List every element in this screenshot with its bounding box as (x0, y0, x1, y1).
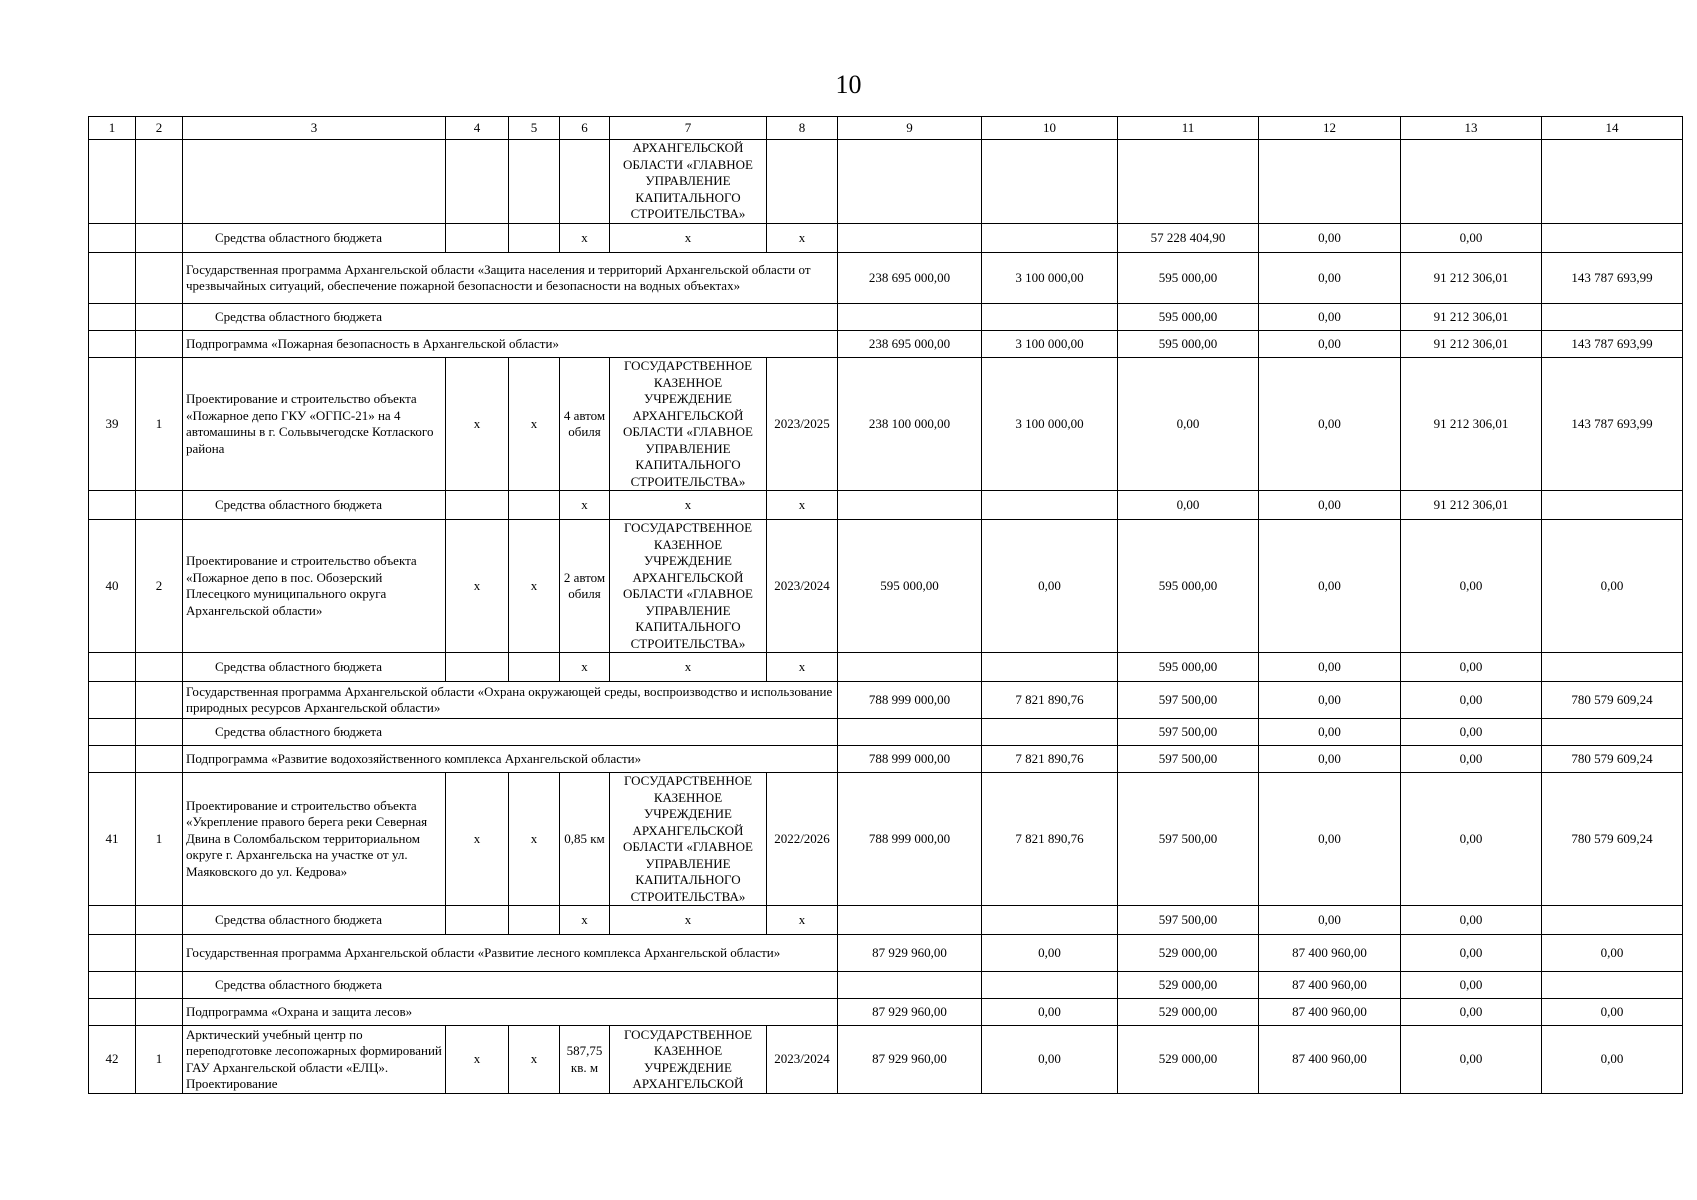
column-number: 3 (183, 117, 446, 140)
funds-row (89, 972, 1683, 999)
amount-cell: 0,00 (1259, 719, 1401, 746)
empty-cell (89, 935, 136, 972)
program-row (89, 253, 1683, 304)
marker-cell: х (560, 906, 610, 935)
amount-cell: 0,00 (1542, 999, 1683, 1026)
amount-cell (982, 224, 1118, 253)
empty-cell (767, 140, 838, 224)
empty-cell (1118, 140, 1259, 224)
amount-cell: 0,00 (1259, 682, 1401, 719)
empty-cell (136, 253, 183, 304)
amount-cell: 0,00 (1401, 719, 1542, 746)
amount-cell: 0,00 (1401, 224, 1542, 253)
amount-cell: 529 000,00 (1118, 972, 1259, 999)
amount-cell: 597 500,00 (1118, 746, 1259, 773)
empty-cell (136, 935, 183, 972)
amount-cell: 238 695 000,00 (838, 331, 982, 358)
marker-cell: х (560, 224, 610, 253)
amount-cell: 3 100 000,00 (982, 253, 1118, 304)
amount-cell (982, 719, 1118, 746)
amount-cell: 87 400 960,00 (1259, 972, 1401, 999)
amount-cell: 788 999 000,00 (838, 682, 982, 719)
column-number: 10 (982, 117, 1118, 140)
amount-cell: 0,00 (1542, 935, 1683, 972)
amount-cell: 0,00 (1401, 682, 1542, 719)
amount-cell: 3 100 000,00 (982, 358, 1118, 491)
empty-cell (136, 224, 183, 253)
amount-cell (838, 304, 982, 331)
column-number: 7 (610, 117, 767, 140)
amount-cell: 595 000,00 (1118, 331, 1259, 358)
amount-cell: 91 212 306,01 (1401, 304, 1542, 331)
amount-cell: 7 821 890,76 (982, 746, 1118, 773)
amount-cell (982, 491, 1118, 520)
empty-cell (136, 906, 183, 935)
project-name: Арктический учебный центр по переподготовке лесопожарных формирований ГАУ Архангельской области «ЕЛЦ». Проектирование (183, 1026, 446, 1094)
marker-cell: х (446, 520, 509, 653)
column-number: 6 (560, 117, 610, 140)
row-number: 41 (89, 773, 136, 906)
continuation-row (89, 140, 1683, 224)
amount-cell: 780 579 609,24 (1542, 746, 1683, 773)
row-number: 39 (89, 358, 136, 491)
empty-cell (838, 140, 982, 224)
empty-cell (509, 653, 560, 682)
program-title: Подпрограмма «Пожарная безопасность в Архангельской области» (183, 331, 838, 358)
amount-cell (1542, 906, 1683, 935)
amount-cell: 597 500,00 (1118, 906, 1259, 935)
empty-cell (1259, 140, 1401, 224)
program-title: Государственная программа Архангельской области «Развитие лесного комплекса Архангельской области» (183, 935, 838, 972)
empty-cell (509, 491, 560, 520)
empty-cell (89, 491, 136, 520)
empty-cell (446, 491, 509, 520)
funds-label: Средства областного бюджета (183, 972, 838, 999)
program-row (89, 999, 1683, 1026)
amount-cell (1542, 491, 1683, 520)
amount-cell (1542, 224, 1683, 253)
project-name: Проектирование и строительство объекта «Пожарное депо в пос. Обозерский Плесецкого муниципального округа Архангельской области» (183, 520, 446, 653)
amount-cell: 91 212 306,01 (1401, 331, 1542, 358)
program-title: Государственная программа Архангельской области «Защита населения и территорий Архангельской области от чрезвычайных ситуаций, обеспечение пожарной безопасности и безопасности на водных объектах» (183, 253, 838, 304)
project-name: Проектирование и строительство объекта «Пожарное депо ГКУ «ОГПС-21» на 4 автомашины в г. Сольвычегодске Котлаского района (183, 358, 446, 491)
amount-cell: 0,00 (1401, 935, 1542, 972)
empty-cell (89, 331, 136, 358)
amount-cell: 595 000,00 (1118, 653, 1259, 682)
empty-cell (89, 906, 136, 935)
amount-cell: 0,00 (1401, 906, 1542, 935)
funds-row (89, 304, 1683, 331)
empty-cell (136, 331, 183, 358)
amount-cell: 91 212 306,01 (1401, 253, 1542, 304)
empty-cell (136, 653, 183, 682)
funds-label: Средства областного бюджета (183, 224, 446, 253)
amount-cell: 597 500,00 (1118, 682, 1259, 719)
amount-cell: 0,00 (1259, 331, 1401, 358)
amount-cell: 0,00 (1259, 491, 1401, 520)
empty-cell (1401, 140, 1542, 224)
funds-label: Средства областного бюджета (183, 906, 446, 935)
amount-cell: 597 500,00 (1118, 719, 1259, 746)
funds-row (89, 224, 1683, 253)
amount-cell: 91 212 306,01 (1401, 491, 1542, 520)
amount-cell (838, 491, 982, 520)
executor-cell: АРХАНГЕЛЬСКОЙ ОБЛАСТИ «ГЛАВНОЕ УПРАВЛЕНИЕ КАПИТАЛЬНОГО СТРОИТЕЛЬСТВА» (610, 140, 767, 224)
amount-cell: 780 579 609,24 (1542, 773, 1683, 906)
period-cell: 2023/2025 (767, 358, 838, 491)
amount-cell (982, 304, 1118, 331)
row-subnumber: 1 (136, 1026, 183, 1094)
marker-cell: х (767, 906, 838, 935)
amount-cell: 0,00 (1401, 972, 1542, 999)
marker-cell: х (446, 773, 509, 906)
amount-cell: 0,00 (1118, 491, 1259, 520)
empty-cell (89, 140, 136, 224)
capacity-cell: 2 автом обиля (560, 520, 610, 653)
amount-cell: 595 000,00 (1118, 304, 1259, 331)
amount-cell: 0,00 (1259, 253, 1401, 304)
empty-cell (136, 304, 183, 331)
project-row (89, 520, 1683, 653)
empty-cell (89, 999, 136, 1026)
empty-cell (136, 719, 183, 746)
amount-cell (1542, 719, 1683, 746)
marker-cell: х (509, 358, 560, 491)
marker-cell: х (610, 491, 767, 520)
column-number: 5 (509, 117, 560, 140)
program-title: Государственная программа Архангельской области «Охрана окружающей среды, воспроизводство и использование природных ресурсов Архангельской области» (183, 682, 838, 719)
project-row (89, 358, 1683, 491)
empty-cell (89, 746, 136, 773)
amount-cell: 0,00 (1401, 999, 1542, 1026)
marker-cell: х (560, 491, 610, 520)
amount-cell: 595 000,00 (1118, 253, 1259, 304)
column-number: 12 (1259, 117, 1401, 140)
amount-cell: 0,00 (982, 520, 1118, 653)
marker-cell: х (446, 1026, 509, 1094)
marker-cell: х (446, 358, 509, 491)
program-row (89, 682, 1683, 719)
column-number: 4 (446, 117, 509, 140)
amount-cell: 780 579 609,24 (1542, 682, 1683, 719)
executor-cell: ГОСУДАРСТВЕННОЕ КАЗЕННОЕ УЧРЕЖДЕНИЕ АРХАНГЕЛЬСКОЙ ОБЛАСТИ «ГЛАВНОЕ УПРАВЛЕНИЕ КАПИТАЛЬНОГО СТРОИТЕЛЬСТВА» (610, 773, 767, 906)
amount-cell: 87 400 960,00 (1259, 935, 1401, 972)
program-row (89, 331, 1683, 358)
column-number-row (89, 117, 1683, 140)
project-row (89, 773, 1683, 906)
program-title: Подпрограмма «Охрана и защита лесов» (183, 999, 838, 1026)
amount-cell: 0,00 (1401, 773, 1542, 906)
amount-cell: 87 929 960,00 (838, 935, 982, 972)
marker-cell: х (509, 1026, 560, 1094)
empty-cell (1542, 140, 1683, 224)
amount-cell: 529 000,00 (1118, 999, 1259, 1026)
amount-cell: 87 400 960,00 (1259, 999, 1401, 1026)
amount-cell (982, 972, 1118, 999)
amount-cell: 7 821 890,76 (982, 773, 1118, 906)
project-name: Проектирование и строительство объекта «Укрепление правого берега реки Северная Двина в Соломбальском территориальном округе г. Архангельска на участке от ул. Маяковского до ул. Кедрова» (183, 773, 446, 906)
period-cell: 2022/2026 (767, 773, 838, 906)
funds-label: Средства областного бюджета (183, 304, 838, 331)
empty-cell (446, 906, 509, 935)
column-number: 13 (1401, 117, 1542, 140)
empty-cell (89, 304, 136, 331)
empty-cell (136, 140, 183, 224)
marker-cell: х (610, 224, 767, 253)
column-number: 9 (838, 117, 982, 140)
amount-cell: 87 929 960,00 (838, 1026, 982, 1094)
project-row (89, 1026, 1683, 1094)
column-number: 2 (136, 117, 183, 140)
amount-cell: 3 100 000,00 (982, 331, 1118, 358)
empty-cell (982, 140, 1118, 224)
empty-cell (89, 719, 136, 746)
amount-cell: 0,00 (1259, 358, 1401, 491)
amount-cell: 0,00 (1118, 358, 1259, 491)
empty-cell (89, 972, 136, 999)
amount-cell: 87 400 960,00 (1259, 1026, 1401, 1094)
capacity-cell: 587,75 кв. м (560, 1026, 610, 1094)
amount-cell: 143 787 693,99 (1542, 253, 1683, 304)
program-row (89, 935, 1683, 972)
amount-cell: 0,00 (1259, 653, 1401, 682)
empty-cell (183, 140, 446, 224)
capacity-cell: 4 автом обиля (560, 358, 610, 491)
empty-cell (136, 972, 183, 999)
empty-cell (509, 140, 560, 224)
amount-cell: 0,00 (1401, 746, 1542, 773)
column-number: 14 (1542, 117, 1683, 140)
empty-cell (136, 682, 183, 719)
amount-cell: 0,00 (1542, 520, 1683, 653)
marker-cell: х (509, 520, 560, 653)
budget-table (88, 116, 1683, 1094)
empty-cell (89, 224, 136, 253)
amount-cell (1542, 653, 1683, 682)
amount-cell: 595 000,00 (1118, 520, 1259, 653)
column-number: 1 (89, 117, 136, 140)
amount-cell: 238 695 000,00 (838, 253, 982, 304)
program-row (89, 746, 1683, 773)
empty-cell (89, 653, 136, 682)
row-number: 42 (89, 1026, 136, 1094)
row-subnumber: 1 (136, 358, 183, 491)
amount-cell (1542, 304, 1683, 331)
period-cell: 2023/2024 (767, 1026, 838, 1094)
empty-cell (446, 224, 509, 253)
amount-cell: 91 212 306,01 (1401, 358, 1542, 491)
amount-cell (838, 972, 982, 999)
amount-cell: 0,00 (1401, 653, 1542, 682)
amount-cell: 529 000,00 (1118, 1026, 1259, 1094)
empty-cell (560, 140, 610, 224)
amount-cell: 0,00 (982, 1026, 1118, 1094)
row-subnumber: 2 (136, 520, 183, 653)
amount-cell: 0,00 (1259, 773, 1401, 906)
marker-cell: х (767, 653, 838, 682)
empty-cell (446, 653, 509, 682)
amount-cell (982, 653, 1118, 682)
executor-cell: ГОСУДАРСТВЕННОЕ КАЗЕННОЕ УЧРЕЖДЕНИЕ АРХАНГЕЛЬСКОЙ (610, 1026, 767, 1094)
funds-row (89, 491, 1683, 520)
amount-cell: 0,00 (1259, 520, 1401, 653)
marker-cell: х (509, 773, 560, 906)
amount-cell: 0,00 (1401, 1026, 1542, 1094)
amount-cell: 7 821 890,76 (982, 682, 1118, 719)
column-number: 11 (1118, 117, 1259, 140)
amount-cell (838, 719, 982, 746)
amount-cell (982, 906, 1118, 935)
empty-cell (509, 224, 560, 253)
empty-cell (136, 746, 183, 773)
row-subnumber: 1 (136, 773, 183, 906)
empty-cell (89, 253, 136, 304)
empty-cell (136, 999, 183, 1026)
funds-row (89, 653, 1683, 682)
funds-label: Средства областного бюджета (183, 719, 838, 746)
amount-cell: 143 787 693,99 (1542, 358, 1683, 491)
amount-cell: 788 999 000,00 (838, 746, 982, 773)
amount-cell (838, 906, 982, 935)
amount-cell (1542, 972, 1683, 999)
amount-cell: 0,00 (1259, 304, 1401, 331)
marker-cell: х (560, 653, 610, 682)
empty-cell (89, 682, 136, 719)
amount-cell: 595 000,00 (838, 520, 982, 653)
amount-cell: 238 100 000,00 (838, 358, 982, 491)
funds-row (89, 719, 1683, 746)
funds-row (89, 906, 1683, 935)
page-number: 10 (835, 70, 862, 99)
amount-cell: 529 000,00 (1118, 935, 1259, 972)
program-title: Подпрограмма «Развитие водохозяйственного комплекса Архангельской области» (183, 746, 838, 773)
amount-cell: 597 500,00 (1118, 773, 1259, 906)
amount-cell: 57 228 404,90 (1118, 224, 1259, 253)
row-number: 40 (89, 520, 136, 653)
executor-cell: ГОСУДАРСТВЕННОЕ КАЗЕННОЕ УЧРЕЖДЕНИЕ АРХАНГЕЛЬСКОЙ ОБЛАСТИ «ГЛАВНОЕ УПРАВЛЕНИЕ КАПИТАЛЬНОГО СТРОИТЕЛЬСТВА» (610, 520, 767, 653)
marker-cell: х (610, 653, 767, 682)
marker-cell: х (767, 224, 838, 253)
period-cell: 2023/2024 (767, 520, 838, 653)
funds-label: Средства областного бюджета (183, 491, 446, 520)
amount-cell: 0,00 (982, 935, 1118, 972)
marker-cell: х (610, 906, 767, 935)
empty-cell (136, 491, 183, 520)
amount-cell: 0,00 (1401, 520, 1542, 653)
marker-cell: х (767, 491, 838, 520)
funds-label: Средства областного бюджета (183, 653, 446, 682)
amount-cell: 0,00 (1259, 746, 1401, 773)
amount-cell: 0,00 (1542, 1026, 1683, 1094)
amount-cell (838, 653, 982, 682)
empty-cell (509, 906, 560, 935)
amount-cell: 0,00 (1259, 224, 1401, 253)
executor-cell: ГОСУДАРСТВЕННОЕ КАЗЕННОЕ УЧРЕЖДЕНИЕ АРХАНГЕЛЬСКОЙ ОБЛАСТИ «ГЛАВНОЕ УПРАВЛЕНИЕ КАПИТАЛЬНОГО СТРОИТЕЛЬСТВА» (610, 358, 767, 491)
amount-cell (838, 224, 982, 253)
amount-cell: 0,00 (982, 999, 1118, 1026)
amount-cell: 143 787 693,99 (1542, 331, 1683, 358)
amount-cell: 0,00 (1259, 906, 1401, 935)
column-number: 8 (767, 117, 838, 140)
capacity-cell: 0,85 км (560, 773, 610, 906)
amount-cell: 788 999 000,00 (838, 773, 982, 906)
amount-cell: 87 929 960,00 (838, 999, 982, 1026)
empty-cell (446, 140, 509, 224)
